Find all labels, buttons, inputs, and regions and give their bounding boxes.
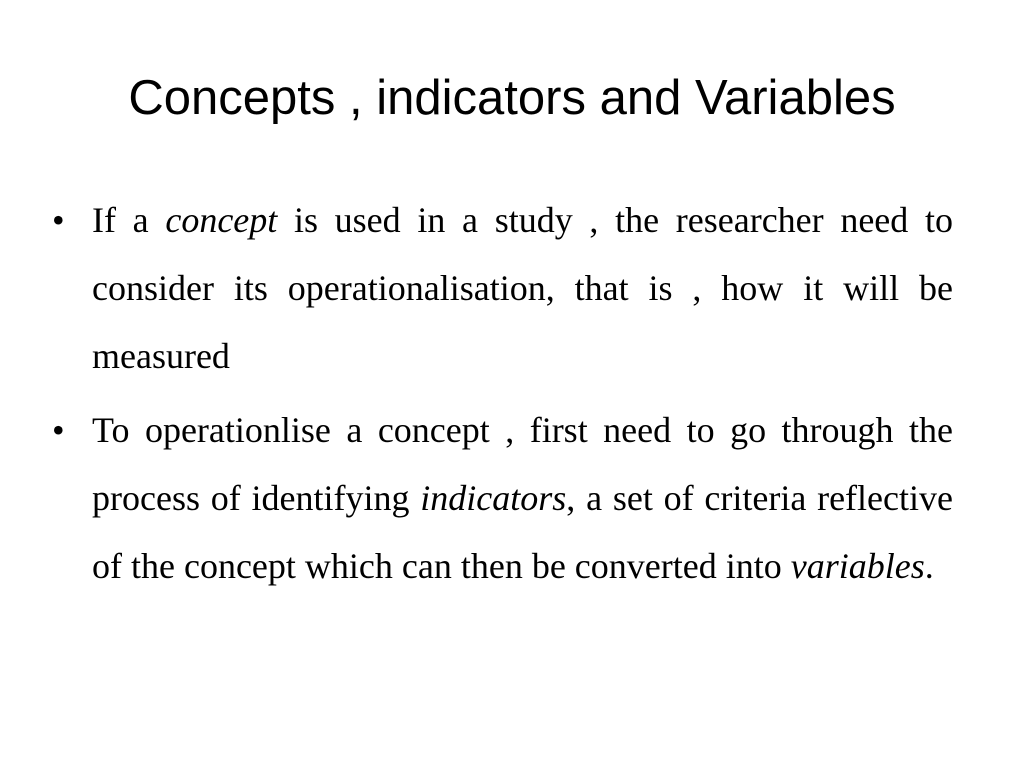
- bullet-marker: •: [52, 200, 65, 240]
- bullet-text-segment: is used in a study , the researcher need to consider its operationalisation, that is , how it will be measured: [92, 200, 953, 376]
- slide-title: Concepts , indicators and Variables: [128, 71, 896, 125]
- bullet-marker: •: [52, 410, 65, 450]
- term-variables: variables: [790, 546, 925, 586]
- bullet-list: [52, 186, 953, 606]
- term-concept: concept: [165, 200, 278, 240]
- bullet-item: [52, 186, 953, 390]
- bullet-item: [52, 396, 953, 600]
- term-indicators: indicators: [420, 478, 567, 518]
- bullet-text-segment: To operationlise a concept , first need to go through the process of identifying: [92, 410, 953, 518]
- bullet-text-segment: .: [924, 546, 934, 586]
- bullet-text-segment: If a: [92, 200, 166, 240]
- bullet-text-segment: , a set of criteria reflective of the concept which can then be converted into: [92, 478, 953, 586]
